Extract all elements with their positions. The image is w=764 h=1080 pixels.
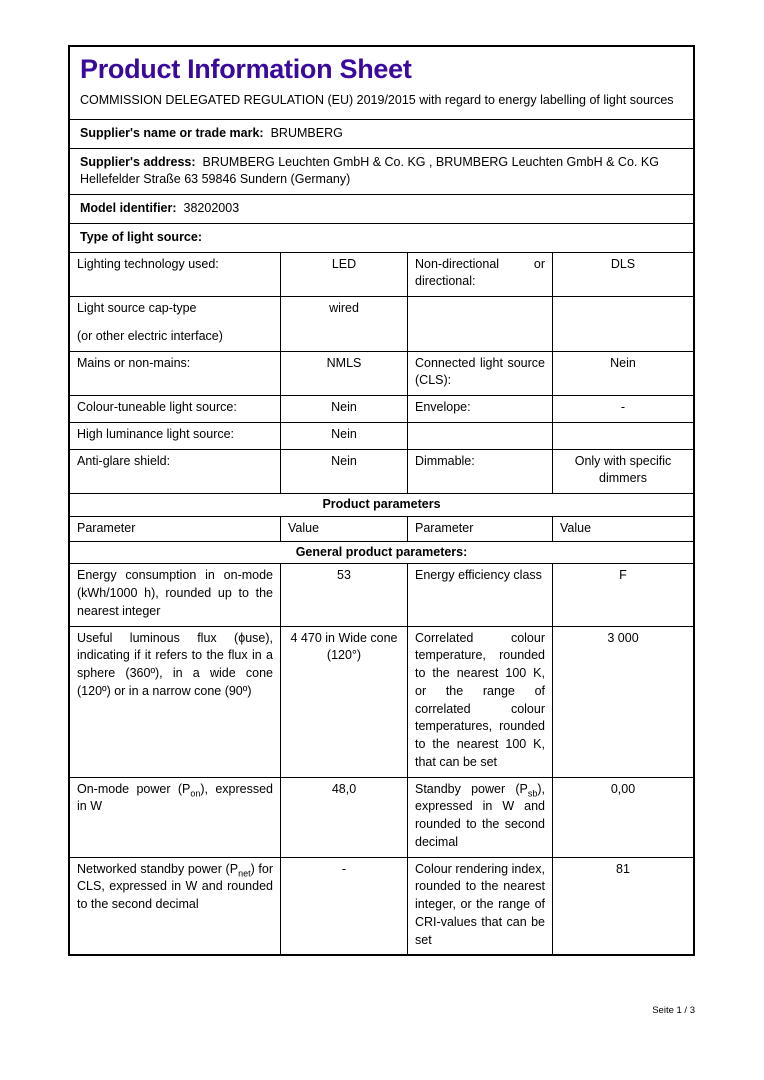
value-cell: Only with specific dimmers (574, 453, 672, 486)
parameter-cell: Envelope: (408, 396, 553, 422)
value-cell (553, 423, 693, 449)
parameter-cell: Lighting technology used: (70, 253, 281, 297)
model-identifier-value: 38202003 (183, 201, 240, 216)
parameter-cell: On-mode power $(P_{on})$, expressed in W (70, 778, 281, 857)
column-header-value-1: Value (281, 517, 408, 541)
table-row (70, 352, 693, 397)
value-cell: NMLS (281, 352, 408, 396)
parameter-cell: Colour rendering index, rounded to the nearest integer, or the range of CRI-values that can be set (408, 858, 553, 955)
value-cell: Nein (610, 355, 636, 370)
value-cell (553, 297, 693, 351)
value-cell: - (281, 858, 408, 955)
table-row (70, 564, 693, 626)
value-cell: Nein (281, 396, 408, 422)
value-cell: 4 470 in Wide cone (120°) (281, 627, 408, 777)
parameter-cell: Energy consumption in on-mode (kWh/1000 h), rounded up to the nearest integer (70, 564, 281, 625)
parameter-cell: Anti-glare shield: (70, 450, 281, 494)
title-block (70, 47, 693, 120)
supplier-name-label: Supplier's name or trade mark: (80, 125, 264, 140)
value-cell: 3 000 (607, 630, 639, 645)
parameter-cell: Colour-tuneable light source: (70, 396, 281, 422)
supplier-address-label: Supplier's address: (80, 154, 196, 169)
parameters-table (70, 564, 693, 954)
page-title: Product Information Sheet (80, 54, 412, 84)
table-row (70, 423, 693, 450)
model-identifier-label: Model identifier: (80, 201, 177, 216)
value-cell: 81 (616, 861, 630, 876)
value-cell: Nein (281, 423, 408, 449)
regulation-subtitle: COMMISSION DELEGATED REGULATION (EU) 2019/2015 with regard to energy labelling of light sources (80, 93, 674, 108)
value-cell: F (619, 568, 627, 583)
product-parameters-header: Product parameters (70, 494, 693, 517)
parameter-cell: Correlated colour temperature, rounded to the nearest 100 K, or the range of correlated colour temperatures, rounded to the nearest 100 K, that can be set (408, 627, 553, 777)
type-of-light-source-row (70, 224, 693, 253)
type-of-light-source-label: Type of light source: (80, 229, 202, 244)
value-cell: 53 (281, 564, 408, 625)
parameter-cell: High luminance light source: (70, 423, 281, 449)
value-cell: Nein (281, 450, 408, 494)
column-header-parameter-2: Parameter (408, 517, 553, 541)
table-row (70, 778, 693, 858)
supplier-address-value: BRUMBERG Leuchten GmbH & Co. KG , BRUMBERG Leuchten GmbH & Co. KG Hellefelder Straße 63 59846 Sundern (Germany) (80, 154, 659, 187)
parameter-cell: Energy efficiency class (408, 564, 553, 625)
value-cell: 48,0 (281, 778, 408, 857)
value-cell: - (620, 400, 626, 415)
product-information-sheet (68, 45, 695, 956)
general-product-parameters-header: General product parameters: (70, 542, 693, 565)
value-cell: 0,00 (610, 781, 636, 796)
model-identifier-row (70, 195, 693, 224)
value-cell: LED (281, 253, 408, 297)
table-row (70, 297, 693, 352)
column-header-value-2: Value (560, 520, 592, 535)
value-cell: wired (281, 297, 408, 351)
parameter-cell: Dimmable: (408, 450, 553, 494)
supplier-address-row (70, 149, 693, 196)
type-table (70, 253, 693, 495)
table-row (70, 253, 693, 298)
parameter-cell (408, 297, 553, 351)
column-header-parameter-1: Parameter (70, 517, 281, 541)
table-row (70, 627, 693, 778)
page-number-footer: Seite 1 / 3 (652, 1005, 695, 1016)
supplier-name-value: BRUMBERG (270, 125, 343, 140)
parameter-cell: Networked standby power $(P_{net})$ for CLS, expressed in W and rounded to the second decimal (70, 858, 281, 955)
value-cell: DLS (610, 256, 636, 271)
table-row (70, 450, 693, 495)
parameter-cell: Mains or non-mains: (70, 352, 281, 396)
parameter-cell: Light source cap-type (or other electric interface) (70, 297, 281, 351)
parameter-cell: Connected light source (CLS): (408, 352, 553, 396)
supplier-name-row (70, 120, 693, 149)
column-header-row (70, 517, 693, 542)
parameter-cell: Standby power $(P_{sb})$, expressed in W and rounded to the second decimal (408, 778, 553, 857)
table-row (70, 858, 693, 955)
parameter-cell (408, 423, 553, 449)
parameter-cell: Non-directional or directional: (408, 253, 553, 297)
table-row (70, 396, 693, 423)
parameter-cell: Useful luminous flux (ϕuse), indicating if it refers to the flux in a sphere (360º), in a wide cone (120º) or in a narrow cone (90º) (70, 627, 281, 777)
